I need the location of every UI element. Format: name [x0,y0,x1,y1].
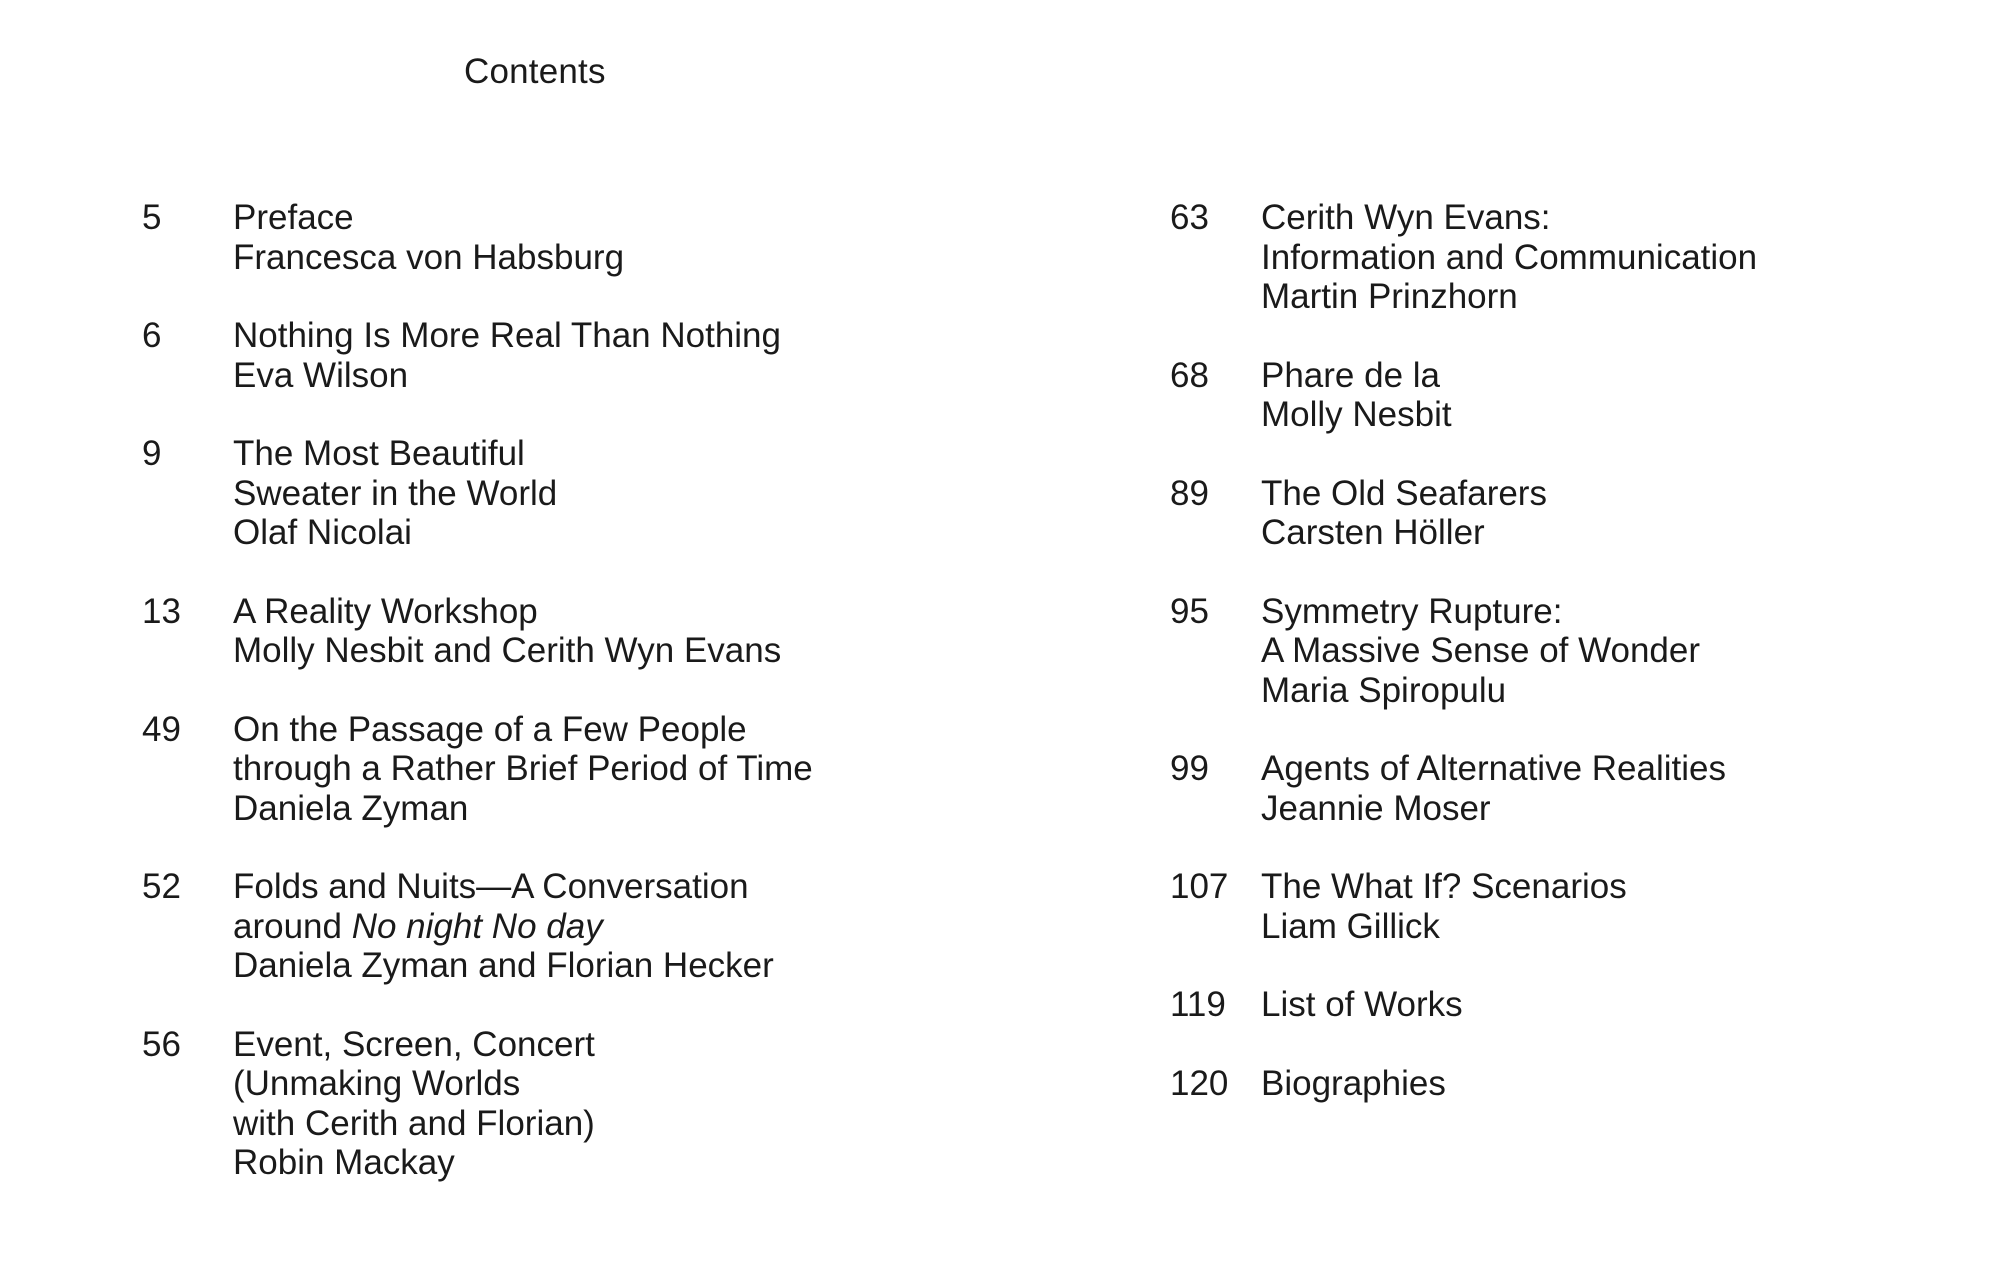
entry-title: A Reality Workshop [233,591,538,631]
entry-author: Olaf Nicolai [233,513,412,552]
page-number: 107 [1170,867,1229,906]
entry-title: Sweater in the World [233,473,558,513]
entry-author: Carsten Höller [1261,513,1485,552]
toc-entry [142,867,962,986]
entry-title: Event, Screen, Concert [233,1024,595,1064]
entry-title [233,907,774,947]
page-number: 52 [142,867,181,906]
toc-entry [1170,749,1950,828]
entry-title: (Unmaking Worlds [233,1064,521,1103]
entry-author: Eva Wilson [233,355,409,395]
entry-author: Francesca von Habsburg [233,237,625,277]
page-number: 89 [1170,473,1209,513]
entry-title: through a Rather Brief Period of Time [233,749,813,788]
page-number: 119 [1170,985,1226,1024]
page-number: 6 [142,316,162,355]
toc-column-right [1170,198,1950,1142]
toc-entry [1170,474,1950,553]
page-number: 5 [142,198,162,237]
entry-author: Molly Nesbit [1261,395,1452,434]
page-number: 49 [142,709,181,749]
entry-title-prefix: around [233,906,352,946]
toc-entry [1170,198,1950,317]
toc-entry [1170,1064,1950,1104]
toc-entry [1170,592,1950,711]
toc-entry [1170,356,1950,435]
page-number: 95 [1170,591,1209,631]
page-number: 99 [1170,749,1209,788]
entry-title: Cerith Wyn Evans: [1261,198,1551,237]
toc-entry [142,316,962,395]
entry-title-italic: No night No day [351,906,603,946]
page-number: 63 [1170,198,1209,237]
entry-title: List of Works [1261,985,1463,1024]
page-number: 13 [142,591,181,631]
entry-title: Biographies [1261,1063,1446,1103]
entry-author: Daniela Zyman and Florian Hecker [233,946,774,985]
page-number: 9 [142,434,162,473]
entry-title: Preface [233,198,354,237]
entry-title: The What If? Scenarios [1261,867,1627,906]
toc-entry [1170,867,1950,946]
entry-author: Liam Gillick [1261,906,1440,946]
page-title: Contents [464,52,606,91]
entry-author: Molly Nesbit and Cerith Wyn Evans [233,631,782,670]
entry-title: A Massive Sense of Wonder [1261,631,1701,670]
toc-entry [1170,985,1950,1025]
toc-column-left [142,198,962,1222]
toc-entry [142,434,962,553]
toc-entry [142,592,962,671]
entry-title: Folds and Nuits—A Conversation [233,867,749,906]
toc-entry [142,198,962,277]
entry-author: Martin Prinzhorn [1261,277,1518,316]
page-number: 68 [1170,355,1209,395]
entry-author: Maria Spiropulu [1261,670,1507,710]
entry-author: Jeannie Moser [1261,788,1491,828]
page-number: 120 [1170,1063,1229,1103]
entry-title: Symmetry Rupture: [1261,591,1563,631]
page-number: 56 [142,1024,181,1064]
entry-title: Information and Communication [1261,237,1758,277]
entry-title: with Cerith and Florian) [233,1103,595,1143]
toc-entry [142,1025,962,1183]
entry-author: Daniela Zyman [233,788,469,828]
entry-title: Agents of Alternative Realities [1261,749,1726,788]
toc-entry [142,710,962,829]
entry-title: The Old Seafarers [1261,473,1547,513]
entry-title: On the Passage of a Few People [233,709,747,749]
entry-title: Nothing Is More Real Than Nothing [233,316,781,355]
entry-title: Phare de la [1261,355,1441,395]
entry-title: The Most Beautiful [233,434,525,473]
entry-author: Robin Mackay [233,1143,455,1182]
